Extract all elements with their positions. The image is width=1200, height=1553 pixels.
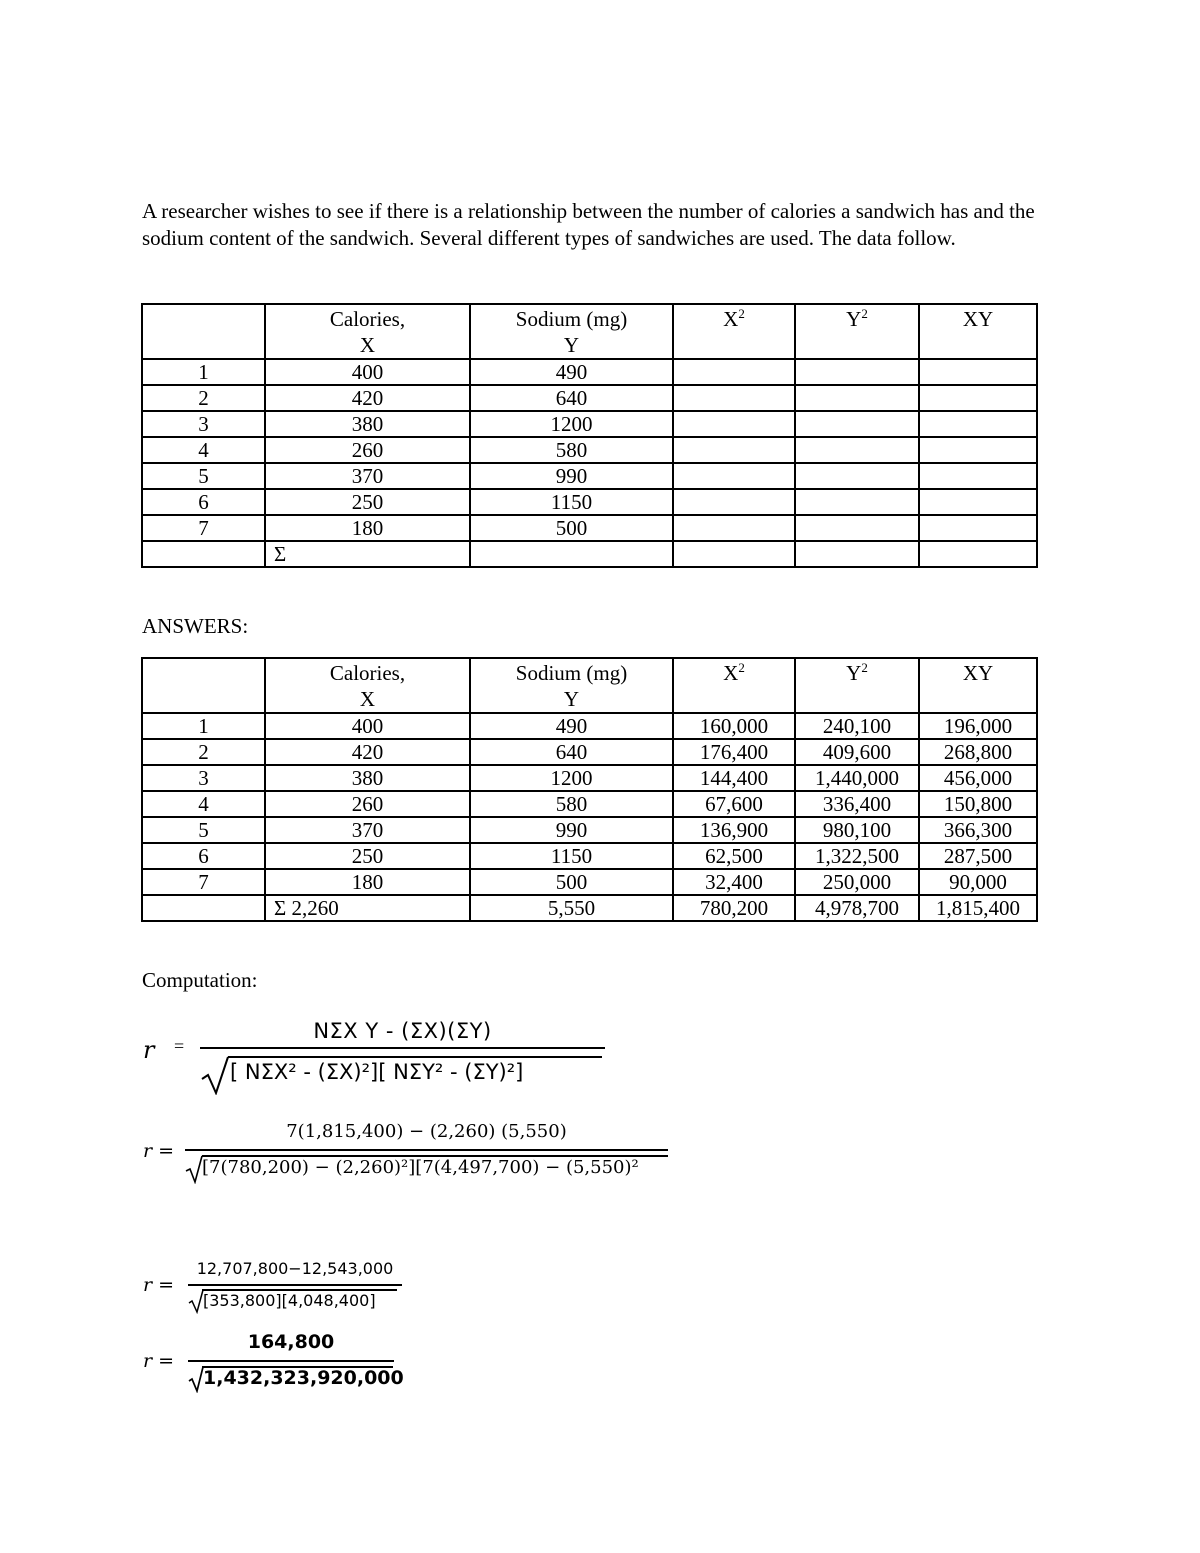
cell-x: 400 xyxy=(265,359,470,385)
header-calories: Calories, X xyxy=(265,304,470,359)
sum-x2: 780,200 xyxy=(673,895,795,921)
cell-xy: 366,300 xyxy=(919,817,1037,843)
cell-y: 580 xyxy=(470,791,673,817)
header-y-squared: $Y^2$ xyxy=(795,658,919,713)
cell-xy: 196,000 xyxy=(919,713,1037,739)
cell-x: 420 xyxy=(265,385,470,411)
cell-x2: 176,400 xyxy=(673,739,795,765)
cell-x: 370 xyxy=(265,463,470,489)
cell-empty xyxy=(919,515,1037,541)
cell-y2: 1,322,500 xyxy=(795,843,919,869)
formula1-r: r xyxy=(143,1036,155,1064)
cell-x2: 144,400 xyxy=(673,765,795,791)
cell-n: 2 xyxy=(142,385,265,411)
cell-n: 3 xyxy=(142,765,265,791)
cell-empty xyxy=(673,489,795,515)
cell-empty xyxy=(673,515,795,541)
cell-y2: 336,400 xyxy=(795,791,919,817)
cell-n: 6 xyxy=(142,843,265,869)
formula3-numerator: 12,707,800−12,543,000 xyxy=(196,1259,394,1278)
cell-x: 250 xyxy=(265,843,470,869)
cell-empty xyxy=(795,463,919,489)
header-x-squared: $X^2$ xyxy=(673,304,795,359)
formula1-numerator: NΣX Y - (ΣX)(ΣY) xyxy=(313,1019,492,1043)
sum-row xyxy=(142,541,1037,567)
cell-empty xyxy=(673,463,795,489)
header-x-squared: $X^2$ xyxy=(673,658,795,713)
blank-data-table xyxy=(141,303,1038,568)
table-row xyxy=(142,739,1037,765)
cell-y: 990 xyxy=(470,463,673,489)
cell-y: 500 xyxy=(470,515,673,541)
cell-empty xyxy=(919,463,1037,489)
formula1-fraction-bar xyxy=(200,1047,605,1049)
cell-x: 250 xyxy=(265,489,470,515)
cell-empty xyxy=(673,359,795,385)
formula2-denominator: [7(780,200) − (2,260)²][7(4,497,700) − (5,550)² xyxy=(202,1157,639,1178)
cell-empty xyxy=(795,515,919,541)
cell-x: 260 xyxy=(265,437,470,463)
table-row xyxy=(142,489,1037,515)
cell-empty xyxy=(919,489,1037,515)
cell-empty xyxy=(795,359,919,385)
cell-x2: 62,500 xyxy=(673,843,795,869)
cell-n: 2 xyxy=(142,739,265,765)
cell-x2: 160,000 xyxy=(673,713,795,739)
cell-x: 420 xyxy=(265,739,470,765)
formula3-sqrt-icon xyxy=(188,1288,204,1314)
cell-empty xyxy=(919,359,1037,385)
cell-y: 640 xyxy=(470,385,673,411)
table-row xyxy=(142,765,1037,791)
header-sodium: Sodium (mg) Y xyxy=(470,304,673,359)
cell-x: 380 xyxy=(265,765,470,791)
cell-y: 1150 xyxy=(470,489,673,515)
cell-n: 5 xyxy=(142,463,265,489)
table-row xyxy=(142,817,1037,843)
cell-xy: 150,800 xyxy=(919,791,1037,817)
cell-x: 180 xyxy=(265,869,470,895)
cell-n: 3 xyxy=(142,411,265,437)
table-row xyxy=(142,713,1037,739)
cell-y: 1200 xyxy=(470,765,673,791)
table-row xyxy=(142,411,1037,437)
formula1-sqrt-icon xyxy=(200,1055,230,1095)
sum-y2: 4,978,700 xyxy=(795,895,919,921)
cell-empty xyxy=(919,411,1037,437)
cell-empty xyxy=(795,411,919,437)
table-row xyxy=(142,869,1037,895)
cell-y: 1200 xyxy=(470,411,673,437)
cell-x: 180 xyxy=(265,515,470,541)
formula2-fraction-bar xyxy=(185,1149,668,1151)
cell-xy: 90,000 xyxy=(919,869,1037,895)
cell-y: 490 xyxy=(470,359,673,385)
table-row xyxy=(142,437,1037,463)
header-xy: XY xyxy=(919,304,1037,359)
sum-row xyxy=(142,895,1037,921)
cell-n: 7 xyxy=(142,869,265,895)
table-row xyxy=(142,791,1037,817)
cell-empty xyxy=(919,437,1037,463)
intro-paragraph: A researcher wishes to see if there is a relationship between the number of calories a sandwich has and the sodium content of the sandwich. Several different types of sandwiches are used. The data follow. xyxy=(142,199,1035,250)
sum-xy: 1,815,400 xyxy=(919,895,1037,921)
header-calories: Calories, X xyxy=(265,658,470,713)
cell-n: 7 xyxy=(142,515,265,541)
cell-empty xyxy=(795,489,919,515)
cell-x: 370 xyxy=(265,817,470,843)
table-header-row xyxy=(142,658,1037,713)
formula4-denominator: 1,432,323,920,000 xyxy=(203,1367,404,1389)
cell-y: 500 xyxy=(470,869,673,895)
computation-label: Computation: xyxy=(142,968,258,992)
cell-y: 1150 xyxy=(470,843,673,869)
table-row xyxy=(142,515,1037,541)
formula3-fraction-bar xyxy=(188,1284,402,1286)
cell-y2: 250,000 xyxy=(795,869,919,895)
cell-y: 490 xyxy=(470,713,673,739)
formula4-r: r = xyxy=(143,1350,175,1372)
cell-x2: 67,600 xyxy=(673,791,795,817)
formula3-denominator: [353,800][4,048,400] xyxy=(203,1291,376,1310)
formula1-denominator: [ NΣX² - (ΣX)²][ NΣY² - (ΣY)²] xyxy=(230,1060,524,1084)
formula2-numerator: 7(1,815,400) − (2,260) (5,550) xyxy=(286,1121,567,1142)
cell-empty xyxy=(795,385,919,411)
cell-xy: 268,800 xyxy=(919,739,1037,765)
cell-x2: 136,900 xyxy=(673,817,795,843)
header-index xyxy=(142,304,265,359)
formula4-fraction-bar xyxy=(188,1360,394,1362)
cell-empty xyxy=(673,437,795,463)
cell-n: 1 xyxy=(142,713,265,739)
formula4-sqrt-icon xyxy=(188,1365,204,1393)
cell-x: 380 xyxy=(265,411,470,437)
header-y-squared: $Y^2$ xyxy=(795,304,919,359)
cell-x: 400 xyxy=(265,713,470,739)
cell-empty xyxy=(795,437,919,463)
header-sodium: Sodium (mg) Y xyxy=(470,658,673,713)
formula2-sqrt-icon xyxy=(185,1154,203,1184)
cell-x2: 32,400 xyxy=(673,869,795,895)
cell-n: 4 xyxy=(142,791,265,817)
formula3-r: r = xyxy=(143,1274,175,1296)
formula2-r: r = xyxy=(143,1140,175,1162)
answers-label: ANSWERS: xyxy=(142,614,249,638)
sum-x: Σ 2,260 xyxy=(265,895,470,921)
cell-empty xyxy=(673,385,795,411)
cell-n: 4 xyxy=(142,437,265,463)
cell-n: 5 xyxy=(142,817,265,843)
cell-xy: 287,500 xyxy=(919,843,1037,869)
cell-y2: 409,600 xyxy=(795,739,919,765)
cell-empty xyxy=(673,411,795,437)
cell-y: 990 xyxy=(470,817,673,843)
table-row xyxy=(142,359,1037,385)
cell-empty xyxy=(919,385,1037,411)
cell-n: 6 xyxy=(142,489,265,515)
header-xy: XY xyxy=(919,658,1037,713)
cell-y2: 1,440,000 xyxy=(795,765,919,791)
cell-y: 580 xyxy=(470,437,673,463)
header-index xyxy=(142,658,265,713)
answer-data-table xyxy=(141,657,1038,922)
sum-y: 5,550 xyxy=(470,895,673,921)
sum-label: Σ xyxy=(265,541,470,567)
cell-x: 260 xyxy=(265,791,470,817)
table-header-row xyxy=(142,304,1037,359)
cell-y2: 980,100 xyxy=(795,817,919,843)
cell-y2: 240,100 xyxy=(795,713,919,739)
cell-y: 640 xyxy=(470,739,673,765)
formula4-numerator: 164,800 xyxy=(247,1331,335,1353)
table-row xyxy=(142,385,1037,411)
cell-xy: 456,000 xyxy=(919,765,1037,791)
cell-n: 1 xyxy=(142,359,265,385)
table-row xyxy=(142,843,1037,869)
table-row xyxy=(142,463,1037,489)
formula1-equals: = xyxy=(174,1036,185,1056)
